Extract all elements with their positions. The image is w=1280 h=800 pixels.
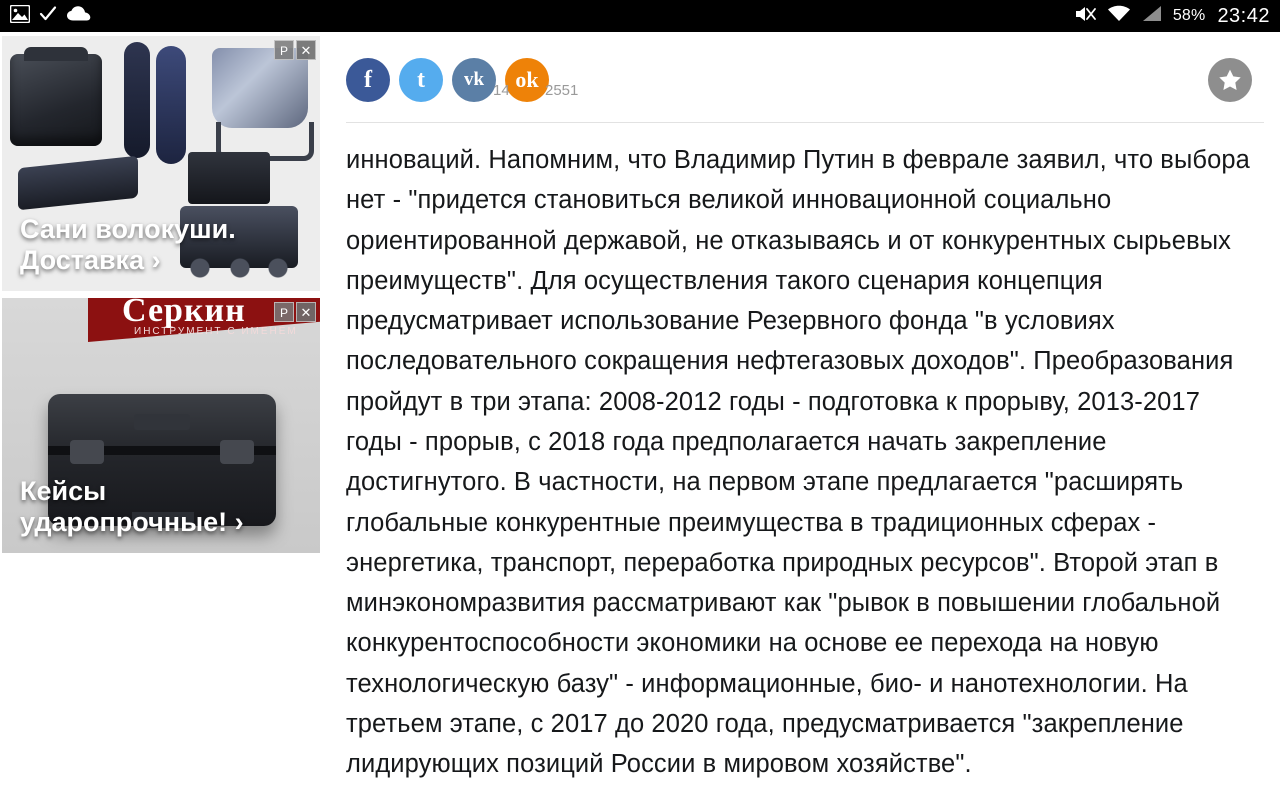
ad-caption: Кейсы ударопрочные! ›: [20, 475, 244, 538]
odnoklassniki-share-button[interactable]: ok: [505, 58, 549, 102]
download-complete-icon: [39, 5, 57, 28]
wifi-icon: [1107, 4, 1131, 28]
article-column: [330, 32, 1280, 800]
status-bar-left-icons: [10, 5, 92, 28]
toolbar-divider: [346, 122, 1264, 123]
ad-banner-sleds[interactable]: [2, 36, 320, 291]
ad-banner-cases[interactable]: [2, 298, 320, 553]
ad-controls: [274, 302, 316, 322]
share-toolbar: [330, 32, 1280, 120]
ad-brand-tagline: ИНСТРУМЕНТ С ИМЕНЕМ: [134, 326, 298, 337]
mute-icon: [1073, 4, 1097, 29]
article-body-text: инноваций. Напомним, что Владимир Путин в феврале заявил, что выбора нет - "придется становиться великой инновационной социально ориентированной державой, не отказываясь и от конкурентных сырьевых преимуществ". Для осуществления такого сценария концепция предусматривает использование Резервного фонда "в условиях последовательного сокращения нефтегазовых доходов". Преобразования пройдут в три этапа: 2008-2012 годы - подготовка к прорыву, 2013-2017 годы - прорыв, с 2018 года предполагается начать закрепление достигнутого. В частности, на первом этапе предлагается "расширять глобальные конкурентные преимущества в традиционных сферах - энергетика, транспорт, переработка природных ресурсов". Второй этап в минэкономразвития рассматривают как "рывок в повышении глобальной конкурентоспособности экономики на основе ее перехода на новую технологическую базу" - информационные, био- и нанотехнологии. На третьем этапе, с 2017 до 2020 года, предусматривается "закрепление лидирующих позиций России в мировом хозяйстве".: [346, 146, 1250, 779]
vk-share-button[interactable]: vk: [452, 58, 496, 102]
vk-share-count: 14: [493, 82, 510, 99]
cloud-icon: [66, 5, 92, 28]
close-icon[interactable]: ✕: [296, 302, 316, 322]
ad-label-badge: Р: [274, 302, 294, 322]
star-icon: [1217, 67, 1243, 93]
android-status-bar: [0, 0, 1280, 32]
favorite-star-button[interactable]: [1208, 58, 1252, 102]
image-icon: [10, 5, 30, 28]
status-bar-right-icons: [1073, 4, 1270, 29]
ad-brand-name: Серкин: [122, 298, 246, 329]
twitter-share-button[interactable]: t: [399, 58, 443, 102]
battery-percentage: 58%: [1172, 7, 1206, 24]
clock: 23:42: [1217, 4, 1270, 27]
odnoklassniki-share-count: 2551: [545, 82, 579, 99]
signal-icon: [1141, 4, 1163, 28]
facebook-share-button[interactable]: f: [346, 58, 390, 102]
ad-caption: Сани волокуши. Доставка ›: [20, 213, 236, 276]
ad-label-badge: Р: [274, 40, 294, 60]
ad-controls: [274, 40, 316, 60]
ad-sidebar: [0, 32, 320, 800]
close-icon[interactable]: ✕: [296, 40, 316, 60]
page-content: [0, 32, 1280, 800]
